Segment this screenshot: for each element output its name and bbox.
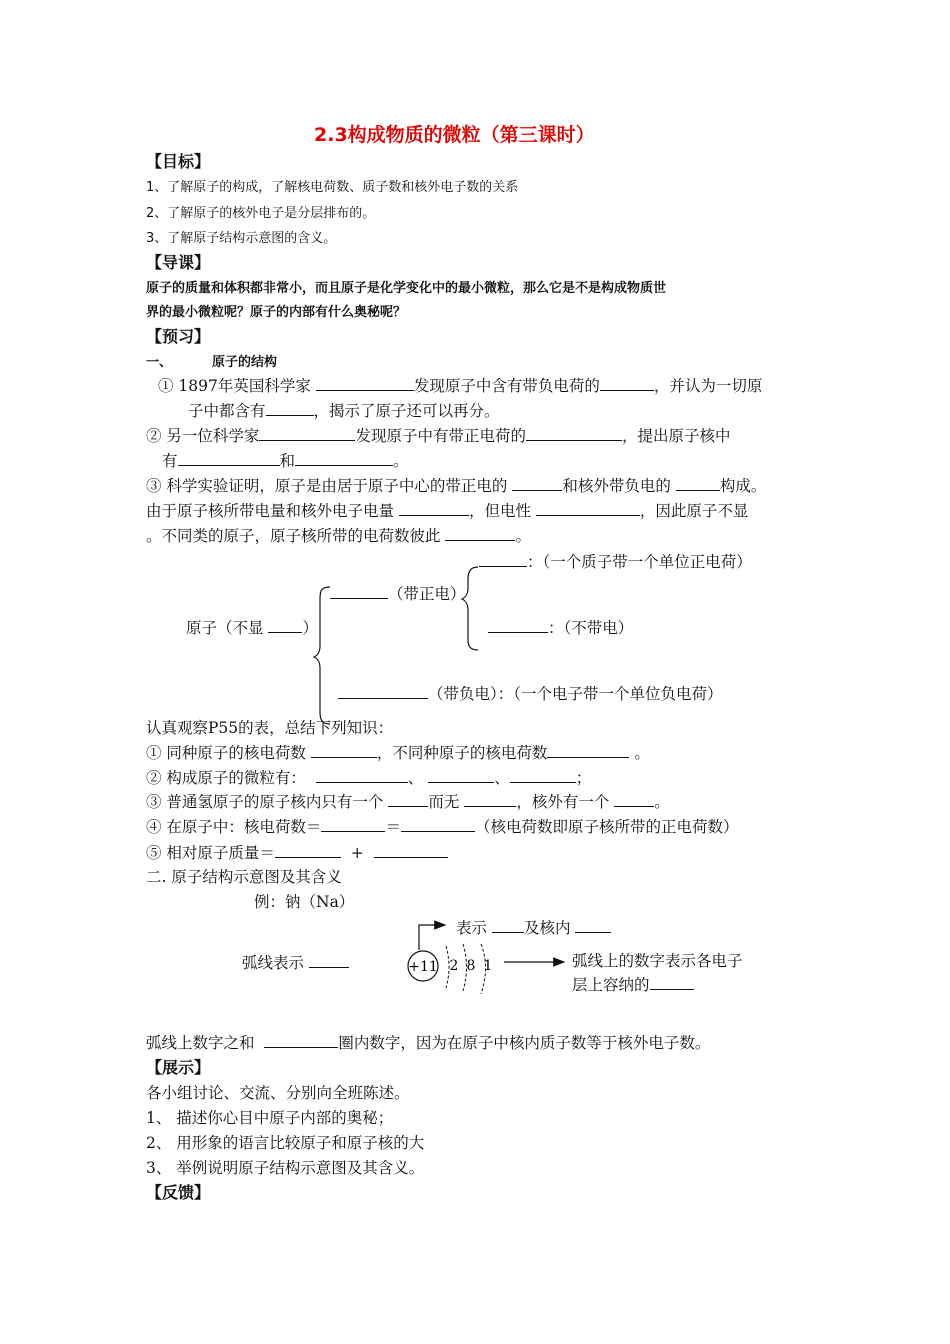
blank[interactable] xyxy=(268,618,302,633)
blank[interactable] xyxy=(488,618,548,633)
goal-item-3: 3、了解原子结构示意图的含义。 xyxy=(146,231,337,246)
goal-item-2: 2、了解原子的核外电子是分层排布的。 xyxy=(146,206,376,221)
example-label: 例：钠（Na） xyxy=(254,893,355,911)
shows-line: 表示 及核内 xyxy=(456,918,611,938)
shell-arc-1 xyxy=(446,946,449,988)
blank[interactable] xyxy=(479,552,527,567)
blank[interactable] xyxy=(399,501,469,516)
preview-heading: 【预习】 xyxy=(146,327,211,346)
blank[interactable] xyxy=(575,918,611,933)
electron-line: （带负电）：（一个电子带一个单位负电荷） xyxy=(338,684,723,704)
blank[interactable] xyxy=(264,1033,338,1048)
preview-p3-line1: ③ 科学实验证明，原子是由居于原子中心的带正电的 和核外带负电的 构成。 xyxy=(146,477,767,495)
shell-number-1: 2 xyxy=(449,958,459,974)
blank[interactable] xyxy=(275,843,341,858)
blank[interactable] xyxy=(510,768,576,783)
big-brace xyxy=(314,587,330,724)
small-brace xyxy=(462,567,478,650)
observe-q5: ⑤ 相对原子质量＝ + xyxy=(146,843,448,863)
shell-arc-2 xyxy=(463,944,467,991)
shell-number-2: 8 xyxy=(466,958,476,974)
preview-p1-line2: 子中都含有 ，揭示了原子还可以再分。 xyxy=(188,402,500,420)
pointer-arrow-up xyxy=(419,925,445,950)
blank[interactable] xyxy=(428,768,494,783)
goal-heading: 【目标】 xyxy=(146,152,211,171)
neutron-line: ：（不带电） xyxy=(488,618,633,638)
blank[interactable] xyxy=(445,526,515,541)
blank[interactable] xyxy=(338,684,428,699)
shell-number-3: 1 xyxy=(483,958,493,974)
right-note-1: 弧线上的数字表示各电子 xyxy=(572,952,743,970)
blank[interactable] xyxy=(614,792,654,807)
observe-q4: ④ 在原子中：核电荷数＝ ＝ （核电荷数即原子核所带的正电荷数） xyxy=(146,818,739,836)
nucleus-number: +11 xyxy=(408,959,438,975)
shell-arc-3 xyxy=(481,944,486,994)
blank[interactable] xyxy=(295,451,393,466)
blank[interactable] xyxy=(330,584,388,599)
observe-intro: 认真观察P55的表，总结下列知识： xyxy=(146,719,394,737)
section-1-number: 一、 xyxy=(146,355,173,370)
blank[interactable] xyxy=(311,743,377,758)
blank[interactable] xyxy=(259,426,355,441)
section-1-title: 原子的结构 xyxy=(212,355,278,370)
preview-p3-line3: 。不同类的原子，原子核所带的电荷数彼此 。 xyxy=(146,527,531,545)
show-heading: 【展示】 xyxy=(146,1058,211,1077)
blank[interactable] xyxy=(374,843,448,858)
blank[interactable] xyxy=(401,817,475,832)
right-note-2: 层上容纳的 xyxy=(572,975,694,995)
blank[interactable] xyxy=(492,918,524,933)
blank[interactable] xyxy=(526,426,622,441)
blank[interactable] xyxy=(600,376,654,391)
page-title: 2.3构成物质的微粒（第三课时） xyxy=(314,124,595,146)
blank[interactable] xyxy=(676,476,720,491)
blank[interactable] xyxy=(547,743,629,758)
show-item-2: 2、 用形象的语言比较原子和原子核的大 xyxy=(146,1134,425,1152)
preview-p1-line1: ① 1897年英国科学家 发现原子中含有带负电荷的 ，并认为一切原 xyxy=(158,377,763,395)
blank[interactable] xyxy=(266,401,314,416)
observe-q2: ② 构成原子的微粒有： 、 、 ； xyxy=(146,769,592,787)
nucleus-line: （带正电） xyxy=(330,584,466,604)
blank[interactable] xyxy=(309,953,349,968)
blank[interactable] xyxy=(464,792,516,807)
blank[interactable] xyxy=(321,817,385,832)
show-intro: 各小组讨论、交流、分别向全班陈述。 xyxy=(146,1084,410,1102)
blank[interactable] xyxy=(388,792,428,807)
observe-q1: ① 同种原子的核电荷数 ，不同种原子的核电荷数 。 xyxy=(146,744,650,762)
blank[interactable] xyxy=(178,451,280,466)
blank[interactable] xyxy=(316,376,414,391)
show-item-3: 3、 举例说明原子结构示意图及其含义。 xyxy=(146,1159,425,1177)
observe-q3: ③ 普通氢原子的原子核内只有一个 而无 ，核外有一个 。 xyxy=(146,793,670,811)
preview-p3-line2: 由于原子核所带电量和核外电子电量 ，但电性 ，因此原子不显 xyxy=(146,502,749,520)
show-item-1: 1、 描述你心目中原子内部的奥秘； xyxy=(146,1109,394,1127)
blank[interactable] xyxy=(512,476,562,491)
goal-item-1: 1、了解原子的构成，了解核电荷数、质子数和核外电子数的关系 xyxy=(146,180,519,195)
preview-p2-line2: 有 和 。 xyxy=(162,452,409,470)
blank[interactable] xyxy=(650,975,694,990)
intro-line-2: 界的最小微粒呢？原子的内部有什么奥秘呢？ xyxy=(146,305,407,320)
intro-heading: 【导课】 xyxy=(146,253,211,272)
atom-line: 原子（不显 ） xyxy=(186,619,318,637)
sum-line: 弧线上数字之和 圈内数字，因为在原子中核内质子数等于核外电子数。 xyxy=(146,1034,711,1052)
nucleus-circle xyxy=(408,951,438,981)
blank[interactable] xyxy=(316,768,408,783)
arc-label-line: 弧线表示 xyxy=(242,953,349,973)
preview-p2-line1: ② 另一位科学家 发现原子中有带正电荷的 ，提出原子核中 xyxy=(146,427,731,445)
section-2-title: 二. 原子结构示意图及其含义 xyxy=(146,868,342,886)
blank[interactable] xyxy=(536,501,640,516)
feedback-heading: 【反馈】 xyxy=(146,1183,211,1202)
intro-line-1: 原子的质量和体积都非常小，而且原子是化学变化中的最小微粒，那么它是不是构成物质世 xyxy=(146,281,667,296)
proton-line: ：（一个质子带一个单位正电荷） xyxy=(479,552,752,572)
